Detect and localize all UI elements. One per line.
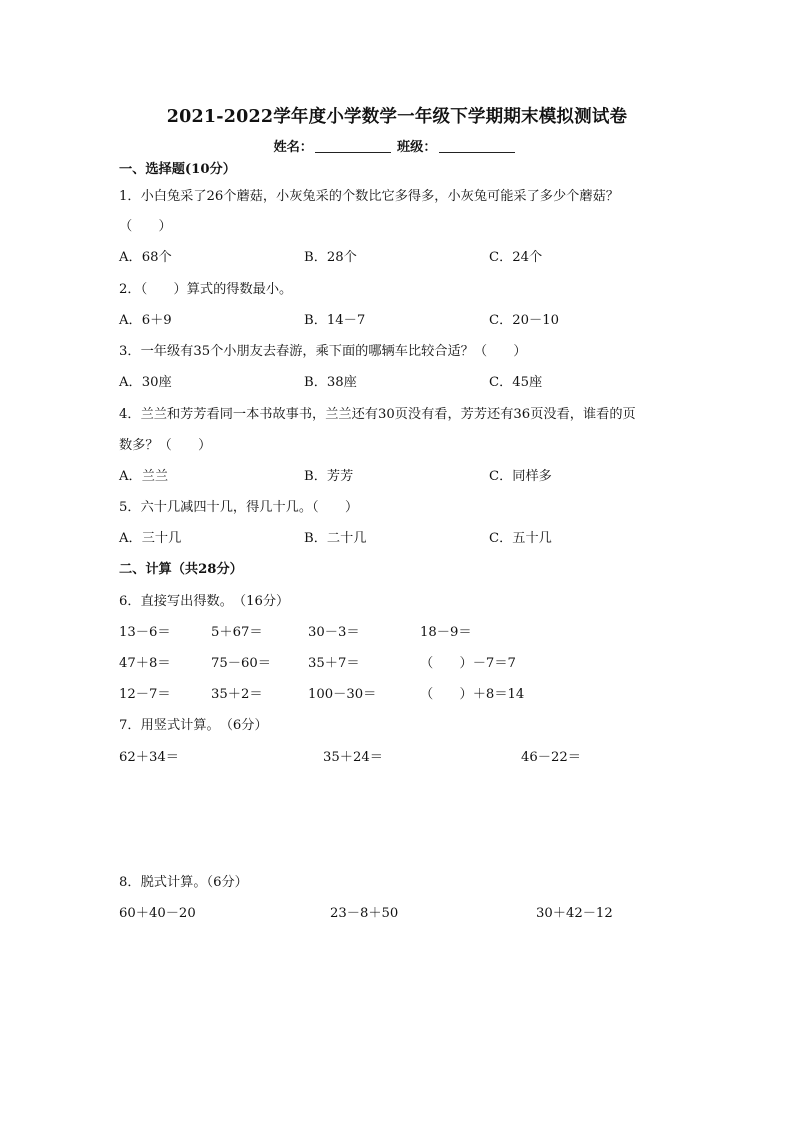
- question-1-text: 1．小白兔采了26个蘑菇，小灰兔采的个数比它多得多，小灰兔可能采了多少个蘑菇？: [119, 189, 619, 204]
- question-3-option-b[interactable]: B．38座: [304, 375, 357, 390]
- question-1-answer-paren: （ ）: [119, 219, 172, 234]
- question-3-option-a[interactable]: A．30座: [119, 375, 172, 390]
- section-heading-choice: 一、选择题(10分）: [119, 162, 236, 177]
- question-4-text-cont: 数多？（ ）: [119, 438, 212, 453]
- vertical-calc-item: 46－22＝: [521, 750, 581, 765]
- question-2-option-a[interactable]: A．6＋9: [119, 313, 172, 328]
- question-3-text: 3．一年级有35个小朋友去春游，乘下面的哪辆车比较合适？（ ）: [119, 344, 527, 359]
- mental-math-item: 18－9＝: [420, 625, 472, 640]
- question-1-option-b[interactable]: B．28个: [304, 250, 357, 265]
- step-calc-item: 60＋40－20: [119, 906, 196, 921]
- mental-math-item: 5＋67＝: [211, 625, 263, 640]
- name-blank[interactable]: [315, 140, 391, 153]
- mental-math-item: 35＋2＝: [211, 687, 263, 702]
- mental-math-item: 30－3＝: [308, 625, 360, 640]
- question-7-text: 7．用竖式计算。 （6分）: [119, 718, 268, 733]
- question-4-option-c[interactable]: C．同样多: [489, 469, 552, 484]
- step-calc-item: 23－8＋50: [330, 906, 399, 921]
- question-1-option-a[interactable]: A．68个: [119, 250, 172, 265]
- question-2-option-c[interactable]: C．20－10: [489, 313, 560, 328]
- question-1-option-c[interactable]: C．24个: [489, 250, 543, 265]
- page-title: 2021-2022学年度小学数学一年级下学期期末模拟测试卷: [166, 107, 628, 127]
- question-3-option-c[interactable]: C．45座: [489, 375, 543, 390]
- mental-math-item: （ ）－7＝7: [420, 656, 516, 671]
- question-5-text: 5．六十几减四十几，得几十几。（ ）: [119, 500, 359, 515]
- section-heading-calculation: 二、计算（共28分）: [119, 562, 243, 577]
- step-calc-item: 30＋42－12: [536, 906, 613, 921]
- mental-math-item: 35＋7＝: [308, 656, 360, 671]
- mental-math-item: （ ）＋8＝14: [420, 687, 525, 702]
- question-5-option-c[interactable]: C．五十几: [489, 531, 552, 546]
- mental-math-item: 75－60＝: [211, 656, 271, 671]
- mental-math-item: 12－7＝: [119, 687, 171, 702]
- question-4-option-b[interactable]: B．芳芳: [304, 469, 354, 484]
- question-5-option-b[interactable]: B．二十几: [304, 531, 367, 546]
- vertical-calc-item: 35＋24＝: [323, 750, 383, 765]
- mental-math-item: 100－30＝: [308, 687, 377, 702]
- mental-math-item: 13－6＝: [119, 625, 171, 640]
- question-6-text: 6．直接写出得数。 （16分）: [119, 594, 290, 609]
- student-info-line: [0, 140, 794, 154]
- class-blank[interactable]: [439, 140, 515, 153]
- question-2-option-b[interactable]: B．14－7: [304, 313, 366, 328]
- class-label: 班级：: [397, 140, 437, 155]
- question-8-text: 8．脱式计算。（6分）: [119, 875, 248, 890]
- name-label: 姓名：: [273, 140, 313, 155]
- mental-math-item: 47＋8＝: [119, 656, 171, 671]
- vertical-calc-item: 62＋34＝: [119, 750, 179, 765]
- question-2-text: 2．（ ）算式的得数最小。: [119, 282, 293, 297]
- question-5-option-a[interactable]: A．三十几: [119, 531, 182, 546]
- question-4-text: 4．兰兰和芳芳看同一本书故事书，兰兰还有30页没有看，芳芳还有36页没看，谁看的页: [119, 407, 636, 422]
- question-4-option-a[interactable]: A．兰兰: [119, 469, 169, 484]
